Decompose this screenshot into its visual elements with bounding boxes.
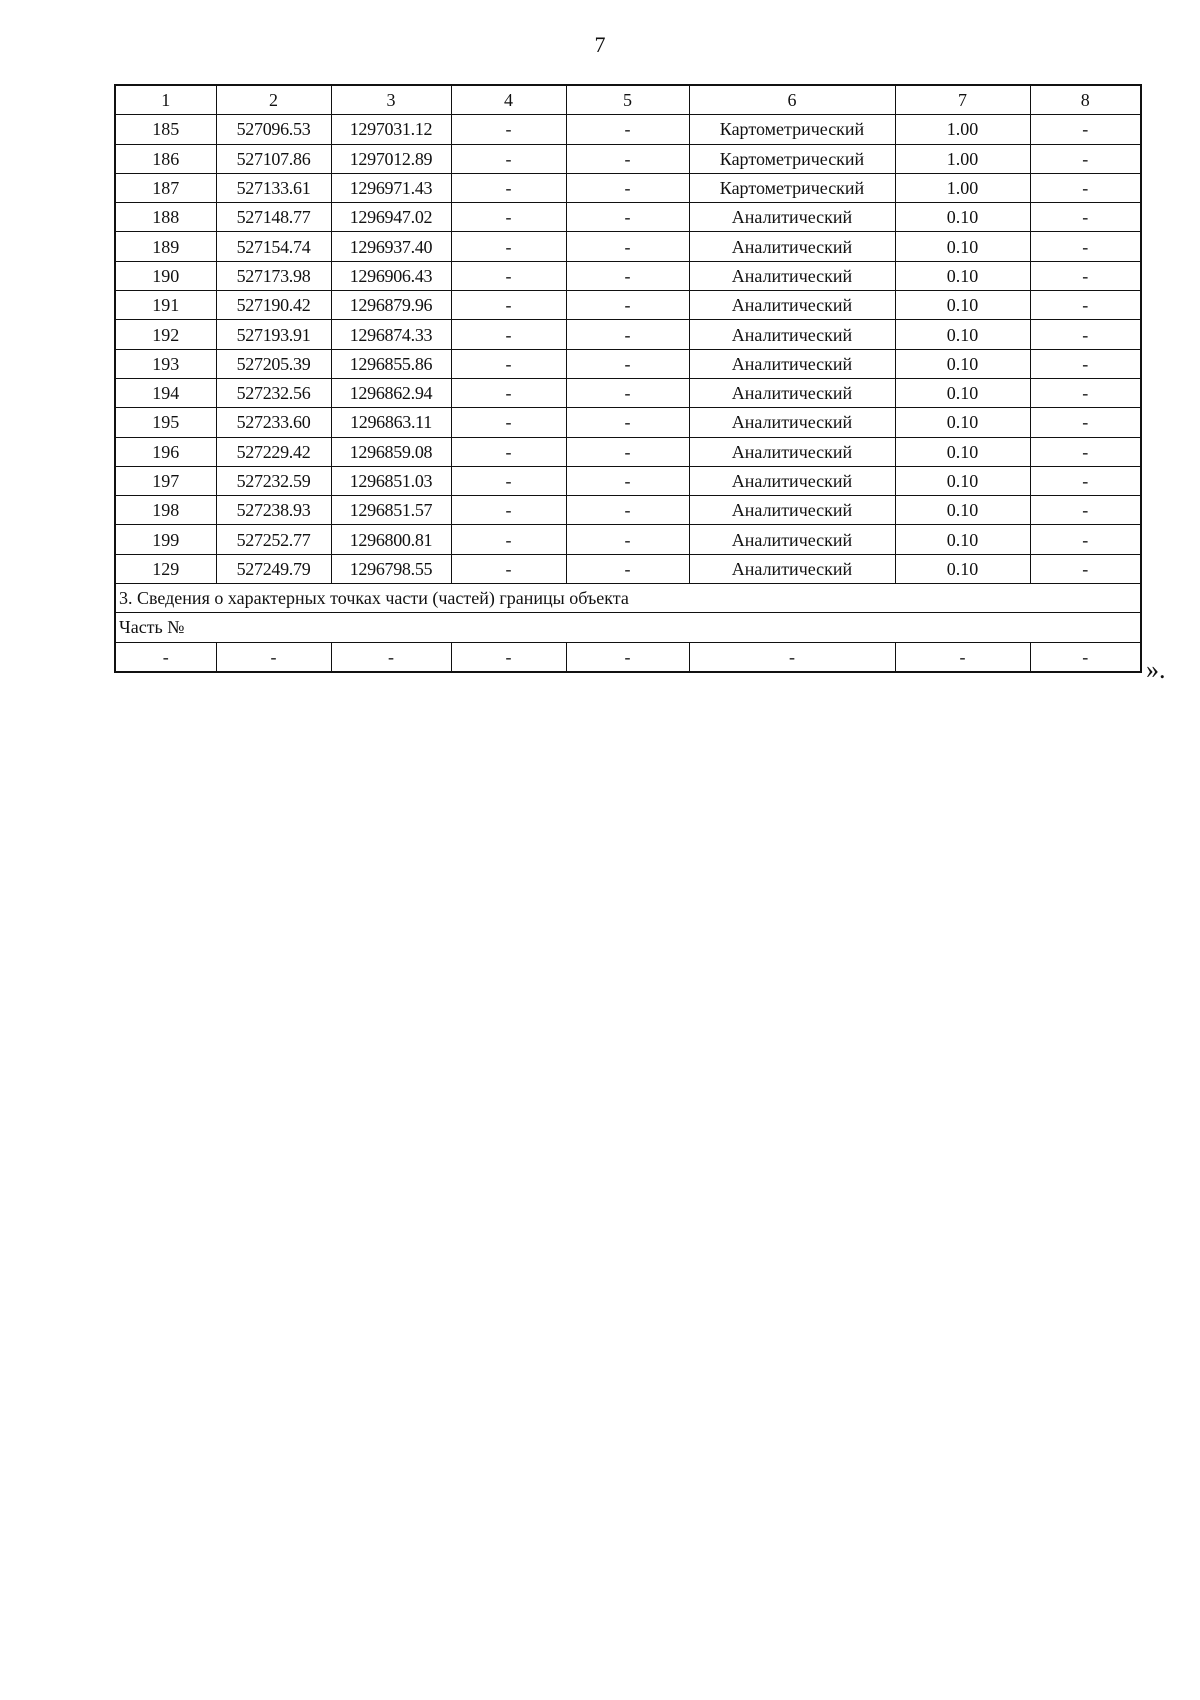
table-cell: Аналитический	[689, 378, 895, 407]
table-cell: Аналитический	[689, 525, 895, 554]
table-cell: -	[451, 408, 566, 437]
table-cell: 189	[115, 232, 216, 261]
table-row	[115, 525, 1141, 554]
table-cell: -	[566, 115, 689, 144]
table-cell: -	[1030, 525, 1141, 554]
table-cell: -	[451, 173, 566, 202]
table-cell: -	[566, 408, 689, 437]
table-cell: -	[451, 320, 566, 349]
table-cell: -	[566, 203, 689, 232]
table-cell: -	[1030, 378, 1141, 407]
table-cell: 195	[115, 408, 216, 437]
table-cell: -	[566, 261, 689, 290]
table-cell: -	[1030, 203, 1141, 232]
part-label: Часть №	[115, 613, 1141, 642]
table-cell: -	[115, 642, 216, 672]
table-cell: -	[1030, 261, 1141, 290]
table-cell: Аналитический	[689, 320, 895, 349]
table-cell: -	[451, 642, 566, 672]
table-cell: 193	[115, 349, 216, 378]
table-cell: 0.10	[895, 378, 1030, 407]
coordinates-table-container	[114, 84, 1142, 673]
column-header: 3	[331, 85, 451, 115]
table-cell: 0.10	[895, 554, 1030, 583]
table-cell: 527232.56	[216, 378, 331, 407]
table-cell: 185	[115, 115, 216, 144]
table-cell: 527238.93	[216, 496, 331, 525]
table-cell: 0.10	[895, 525, 1030, 554]
table-cell: 527173.98	[216, 261, 331, 290]
table-cell: 1296971.43	[331, 173, 451, 202]
empty-row	[115, 642, 1141, 672]
table-cell: -	[451, 437, 566, 466]
table-cell: 1296937.40	[331, 232, 451, 261]
table-cell: -	[1030, 408, 1141, 437]
table-cell: Аналитический	[689, 261, 895, 290]
table-cell: 527096.53	[216, 115, 331, 144]
table-cell: -	[451, 378, 566, 407]
table-cell: 527233.60	[216, 408, 331, 437]
table-cell: -	[1030, 173, 1141, 202]
table-cell: -	[566, 232, 689, 261]
table-row	[115, 496, 1141, 525]
table-cell: 0.10	[895, 261, 1030, 290]
table-cell: -	[566, 291, 689, 320]
table-cell: 1296800.81	[331, 525, 451, 554]
column-header: 7	[895, 85, 1030, 115]
table-row	[115, 408, 1141, 437]
table-cell: 0.10	[895, 291, 1030, 320]
table-cell: 196	[115, 437, 216, 466]
table-cell: 1.00	[895, 115, 1030, 144]
table-cell: -	[1030, 496, 1141, 525]
table-cell: -	[566, 437, 689, 466]
table-cell: 1297031.12	[331, 115, 451, 144]
table-cell: 527252.77	[216, 525, 331, 554]
table-cell: 1296798.55	[331, 554, 451, 583]
table-cell: -	[451, 115, 566, 144]
table-cell: Аналитический	[689, 349, 895, 378]
table-cell: Аналитический	[689, 437, 895, 466]
table-row	[115, 203, 1141, 232]
table-cell: -	[451, 496, 566, 525]
table-cell: -	[1030, 115, 1141, 144]
table-cell: 198	[115, 496, 216, 525]
table-cell: -	[216, 642, 331, 672]
table-cell: 194	[115, 378, 216, 407]
table-cell: Аналитический	[689, 408, 895, 437]
table-row	[115, 466, 1141, 495]
table-row	[115, 144, 1141, 173]
table-row	[115, 261, 1141, 290]
table-cell: Аналитический	[689, 232, 895, 261]
table-cell: Картометрический	[689, 115, 895, 144]
table-cell: 0.10	[895, 232, 1030, 261]
table-cell: 527229.42	[216, 437, 331, 466]
section-title-row	[115, 584, 1141, 613]
table-row	[115, 115, 1141, 144]
table-cell: -	[1030, 144, 1141, 173]
table-cell: 527190.42	[216, 291, 331, 320]
table-cell: -	[451, 349, 566, 378]
table-cell: 527154.74	[216, 232, 331, 261]
table-row	[115, 232, 1141, 261]
table-cell: -	[451, 291, 566, 320]
table-cell: -	[451, 466, 566, 495]
coordinates-table	[114, 84, 1142, 673]
table-cell: -	[1030, 291, 1141, 320]
table-cell: 1296862.94	[331, 378, 451, 407]
table-cell: 1296851.03	[331, 466, 451, 495]
table-cell: -	[566, 554, 689, 583]
table-cell: 188	[115, 203, 216, 232]
table-cell: -	[1030, 320, 1141, 349]
table-cell: -	[566, 144, 689, 173]
table-cell: -	[451, 203, 566, 232]
table-cell: -	[566, 642, 689, 672]
table-cell: 0.10	[895, 437, 1030, 466]
table-cell: 1296947.02	[331, 203, 451, 232]
table-cell: 129	[115, 554, 216, 583]
table-row	[115, 378, 1141, 407]
table-cell: -	[566, 466, 689, 495]
table-cell: -	[1030, 466, 1141, 495]
table-cell: 0.10	[895, 408, 1030, 437]
table-cell: 191	[115, 291, 216, 320]
table-cell: -	[1030, 642, 1141, 672]
table-cell: 1296874.33	[331, 320, 451, 349]
section-title: 3. Сведения о характерных точках части (частей) границы объекта	[115, 584, 1141, 613]
table-cell: Аналитический	[689, 291, 895, 320]
table-cell: 0.10	[895, 320, 1030, 349]
table-header-row	[115, 85, 1141, 115]
table-body	[115, 115, 1141, 584]
table-cell: -	[1030, 554, 1141, 583]
table-cell: 1296863.11	[331, 408, 451, 437]
column-header: 1	[115, 85, 216, 115]
closing-quote-mark: ».	[1146, 655, 1166, 684]
table-cell: 1296906.43	[331, 261, 451, 290]
table-cell: 1296859.08	[331, 437, 451, 466]
table-cell: 199	[115, 525, 216, 554]
column-header: 8	[1030, 85, 1141, 115]
table-cell: 186	[115, 144, 216, 173]
table-cell: -	[1030, 349, 1141, 378]
table-cell: -	[451, 144, 566, 173]
column-header: 5	[566, 85, 689, 115]
table-cell: -	[1030, 437, 1141, 466]
table-cell: Аналитический	[689, 203, 895, 232]
table-cell: 1296851.57	[331, 496, 451, 525]
table-cell: 1.00	[895, 144, 1030, 173]
table-cell: Картометрический	[689, 144, 895, 173]
column-header: 4	[451, 85, 566, 115]
table-cell: -	[566, 320, 689, 349]
table-cell: 197	[115, 466, 216, 495]
table-cell: 0.10	[895, 203, 1030, 232]
table-cell: -	[331, 642, 451, 672]
table-cell: -	[689, 642, 895, 672]
table-row	[115, 554, 1141, 583]
table-cell: 0.10	[895, 466, 1030, 495]
column-header: 6	[689, 85, 895, 115]
table-cell: 527133.61	[216, 173, 331, 202]
table-cell: -	[895, 642, 1030, 672]
table-row	[115, 173, 1141, 202]
table-cell: 527193.91	[216, 320, 331, 349]
table-cell: 192	[115, 320, 216, 349]
table-cell: -	[451, 525, 566, 554]
table-cell: -	[566, 496, 689, 525]
table-cell: -	[566, 378, 689, 407]
table-cell: 527205.39	[216, 349, 331, 378]
table-cell: Картометрический	[689, 173, 895, 202]
table-cell: 190	[115, 261, 216, 290]
table-cell: Аналитический	[689, 554, 895, 583]
table-row	[115, 349, 1141, 378]
table-cell: 0.10	[895, 496, 1030, 525]
page-number: 7	[594, 32, 606, 57]
table-cell: 527232.59	[216, 466, 331, 495]
table-row	[115, 291, 1141, 320]
table-cell: -	[566, 173, 689, 202]
part-label-row	[115, 613, 1141, 642]
table-cell: -	[451, 554, 566, 583]
table-cell: 0.10	[895, 349, 1030, 378]
table-cell: 527148.77	[216, 203, 331, 232]
table-cell: -	[451, 261, 566, 290]
table-cell: 1.00	[895, 173, 1030, 202]
table-cell: 1296855.86	[331, 349, 451, 378]
table-cell: -	[566, 349, 689, 378]
table-cell: 187	[115, 173, 216, 202]
table-cell: -	[1030, 232, 1141, 261]
table-cell: 527107.86	[216, 144, 331, 173]
table-cell: 1297012.89	[331, 144, 451, 173]
table-cell: -	[566, 525, 689, 554]
table-row	[115, 320, 1141, 349]
table-row	[115, 437, 1141, 466]
table-cell: Аналитический	[689, 496, 895, 525]
table-cell: 1296879.96	[331, 291, 451, 320]
table-cell: Аналитический	[689, 466, 895, 495]
column-header: 2	[216, 85, 331, 115]
table-cell: -	[451, 232, 566, 261]
table-cell: 527249.79	[216, 554, 331, 583]
